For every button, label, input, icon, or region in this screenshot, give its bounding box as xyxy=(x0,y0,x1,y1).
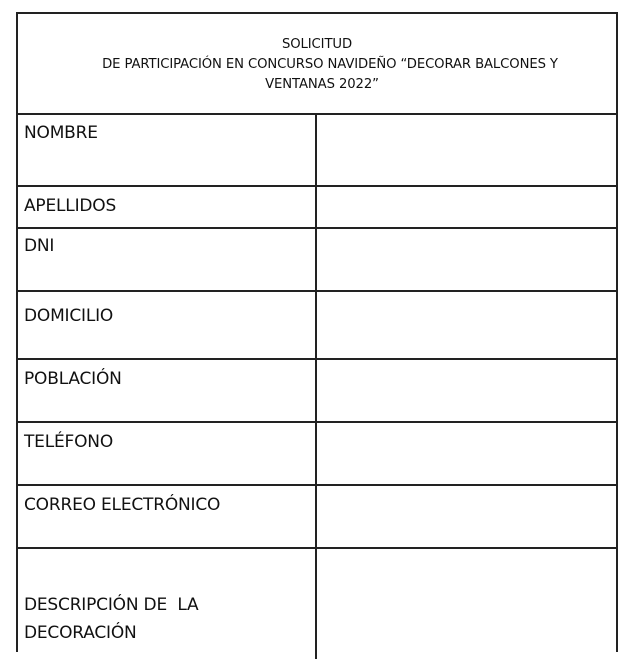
title-line-2: DE PARTICIPACIÓN EN CONCURSO NAVIDEÑO “DECORAR BALCONES Y xyxy=(102,57,558,72)
title-line-3: VENTANAS 2022” xyxy=(265,77,379,92)
label-correo-electronico: CORREO ELECTRÓNICO xyxy=(18,486,317,547)
label-domicilio: DOMICILIO xyxy=(18,292,317,358)
label-poblacion: POBLACIÓN xyxy=(18,360,317,421)
application-form-table xyxy=(16,12,618,652)
label-apellidos: APELLIDOS xyxy=(18,187,317,227)
form-title xyxy=(18,14,616,115)
row-descripcion xyxy=(18,549,616,659)
label-descripcion xyxy=(18,549,317,659)
row-apellidos xyxy=(18,187,616,229)
row-nombre xyxy=(18,115,616,187)
label-dni: DNI xyxy=(18,229,317,290)
label-descripcion-line-2: DECORACIÓN xyxy=(24,623,137,643)
row-telefono xyxy=(18,423,616,486)
row-poblacion xyxy=(18,360,616,423)
field-domicilio[interactable] xyxy=(317,292,616,358)
row-correo xyxy=(18,486,616,549)
label-descripcion-line-1: DESCRIPCIÓN DE LA xyxy=(24,595,199,615)
label-telefono: TELÉFONO xyxy=(18,423,317,484)
field-telefono[interactable] xyxy=(317,423,616,484)
label-nombre: NOMBRE xyxy=(18,115,317,185)
field-descripcion[interactable] xyxy=(317,549,616,659)
row-dni xyxy=(18,229,616,292)
field-poblacion[interactable] xyxy=(317,360,616,421)
row-domicilio xyxy=(18,292,616,360)
field-nombre[interactable] xyxy=(317,115,616,185)
field-apellidos[interactable] xyxy=(317,187,616,227)
field-dni[interactable] xyxy=(317,229,616,290)
title-line-1: SOLICITUD xyxy=(281,37,353,52)
field-correo-electronico[interactable] xyxy=(317,486,616,547)
